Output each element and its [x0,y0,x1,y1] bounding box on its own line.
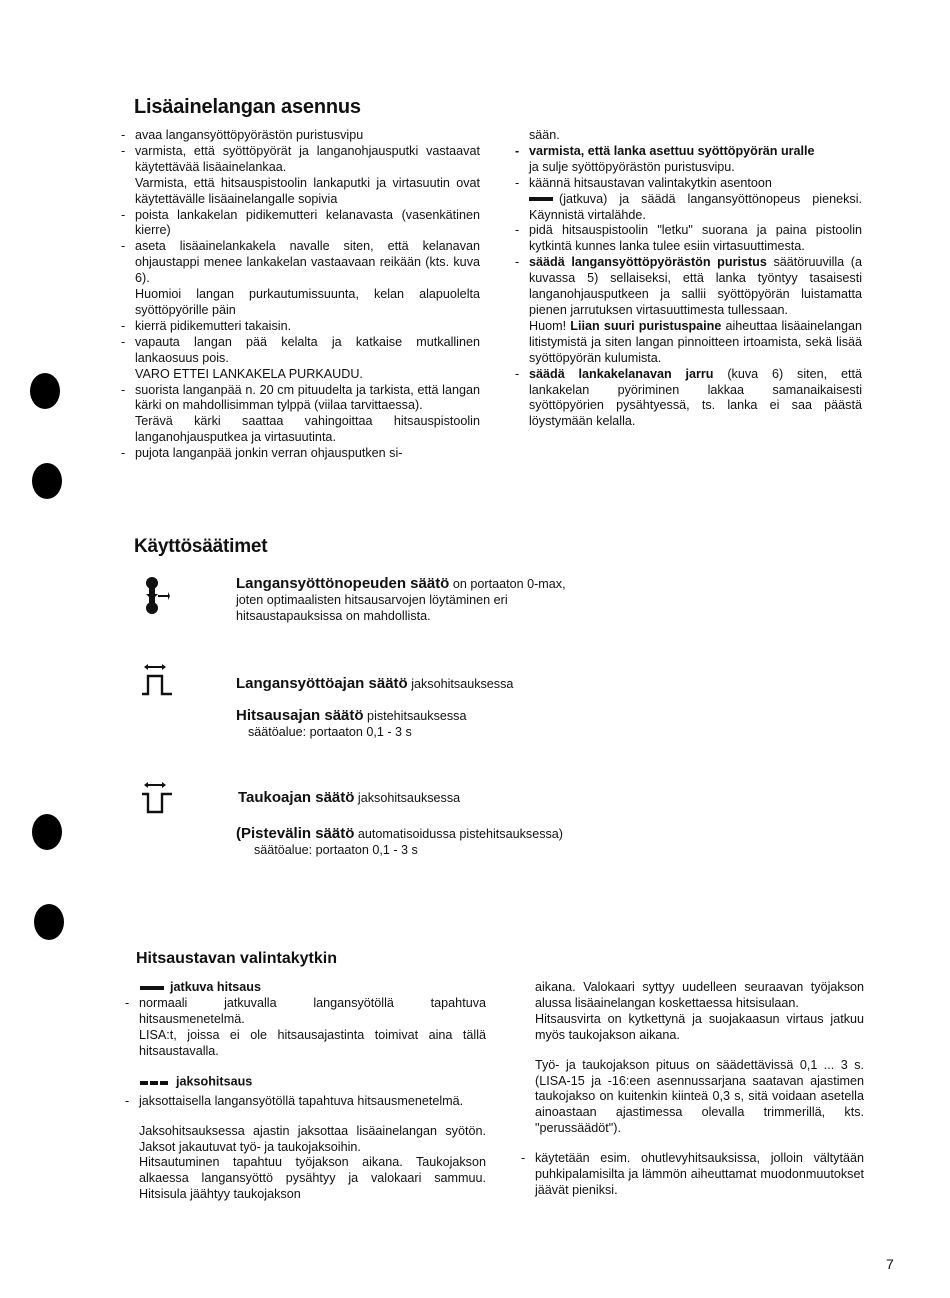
emphasis: säädä lankakelanavan jarru [529,366,714,381]
list-item: - pidä hitsauspistoolin "letku" suorana ja paina pistoolin kytkintä kunnes lanka tulee esiin virtasuuttimesta. [512,223,862,255]
list-item: - varmista, että lanka asettuu syöttöpyörän uralle [512,144,862,160]
mode-continuous-label [122,980,486,996]
list-item-continuation: LISA:t, joissa ei ole hitsausajastinta toimivat aina tällä hitsaustavalla. [139,1027,486,1058]
list-item-continuation: Varmista, että hitsauspistoolin lankaputki ja virtasuutin ovat käytettävälle lisäainelangalle sopivia [135,175,480,206]
list-item: - normaali jatkuvalla langansyötöllä tapahtuva hitsausmenetelmä. [122,996,486,1028]
pulse-mode-symbol [140,1074,170,1090]
emphasis: säädä langansyöttöpyörästön puristus [529,255,767,270]
control-suffix: automatisoidussa pistehitsauksessa) [354,827,563,841]
text: Huom! [529,318,571,333]
list-item: - vapauta langan pää kelalta ja katkaise mutkallinen lankaosuus pois. [118,335,480,367]
installation-right-column [512,128,862,430]
paragraph: aikana. Valokaari syttyy uudelleen seuraavan työjakson alussa lisäainelangan koskettaessa hitsisulaan. [535,980,864,1010]
text: säätöruuvilla (a kuvassa 5) sellaiseksi, että lanka työntyy tasaisesti langanohjausputkeen ja sallii syöttöpyörän luistamatta pienen jarrutuksen virtasuuttimesta tullessaan. [529,255,862,317]
punch-hole-icon [30,373,60,409]
control-suffix: jaksohitsauksessa [354,791,461,805]
punch-hole-icon [34,904,64,940]
control-pause-time [238,790,638,807]
control-spot-interval [236,826,582,859]
list-item: - pujota langanpää jonkin verran ohjausputken si- [118,446,480,462]
control-title: Langansyöttöajan säätö [236,675,408,692]
mode-label: jatkuva hitsaus [170,980,261,994]
control-weld-time [236,708,636,741]
list-item: - aseta lisäainelankakela navalle siten, että kelanavan ohjaustappi menee lankakelan vastaavaan reikään (kts. kuva 6). [118,239,480,287]
list-item [512,367,862,431]
control-suffix: pistehitsauksessa [363,709,467,723]
feed-time-pulse-icon [140,662,176,696]
punch-hole-icon [32,814,62,850]
list-item: - käännä hitsaustavan valintakytkin asentoon [512,176,862,192]
wire-feed-speed-icon [140,576,170,616]
pause-time-pulse-icon [140,780,176,814]
control-title: (Pistevälin säätö [236,825,355,842]
continuous-mode-symbol [140,986,164,990]
control-suffix: jaksohitsauksessa [407,677,514,691]
mode-right-column [518,980,864,1199]
list-item-continuation: Terävä kärki saattaa vahingoittaa hitsauspistoolin langanohjausputkea ja virtasuutinta. [135,414,480,445]
paragraph: Jaksohitsauksessa ajastin jaksottaa lisäainelangan syötön. Jaksot jakautuvat työ- ja taukojaksoihin. [139,1123,486,1154]
paragraph: Hitsautuminen tapahtuu työjakson aikana. Taukojakson alkaessa langansyöttö pysähtyy ja valokaari sammuu. Hitsisula jäähtyy taukojakson [139,1155,486,1202]
list-item-continuation: Huomioi langan purkautumissuunta, kelan alapuolelta syöttöpyörille päin [135,287,480,317]
mode-label: jaksohitsaus [176,1073,253,1088]
continuous-mode-symbol [529,197,553,201]
list-item: - kierrä pidikemutteri takaisin. [118,319,480,335]
list-item: - käytetään esim. ohutlevyhitsauksissa, jolloin vältytään puhkipalamisilta ja lämmön aiheuttamat muodonmuutokset jäävät pieniksi. [518,1151,864,1199]
paragraph: Hitsausvirta on kytkettynä ja suojakaasun virtaus jatkuu myös taukojakson aikana. [535,1011,864,1042]
list-item: - poista lankakelan pidikemutteri kelanavasta (vasenkätinen kierre) [118,208,480,240]
text: (kuva 6) siten, että lankakelan pyöriminen lakkaa samanaikaisesti syöttöpyörien pysähtyessä, ts. lanka ei saa päästä löystymään kelalla. [529,366,862,429]
control-title: Langansyöttönopeuden säätö [236,575,450,592]
list-item: - avaa langansyöttöpyörästön puristusvipu [118,128,480,144]
list-item-continuation: ja sulje syöttöpyörästön puristusvipu. [529,159,735,174]
control-feed-speed [236,576,596,625]
control-title: Hitsausajan säätö [236,707,364,724]
list-item: - jaksottaisella langansyötöllä tapahtuva hitsausmenetelmä. [122,1094,486,1110]
control-range: säätöalue: portaaton 0,1 - 3 s [254,842,418,857]
list-item [512,255,862,319]
control-range: säätöalue: portaaton 0,1 - 3 s [248,724,412,739]
mode-left-column [122,980,486,1203]
control-feed-time [236,676,636,693]
list-item-continuation: sään. [529,128,560,142]
text: aiheuttaa lisäainelangan litistymistä ja siten langan pinnoitteen irtoamista, sekä lisää syöttöpyörän kulumista. [529,318,863,365]
emphasis: Liian suuri puristuspaine [570,318,722,333]
list-item: - varmista, että syöttöpyörät ja langanohjausputki vastaavat käytettävää lisäainelankaa. [118,144,480,176]
paragraph: Työ- ja taukojakson pituus on säädettävissä 0,1 ... 3 s. (LISA-15 ja -16:een asennussarjana saatavan ajastimen taukojakso on kuitenkin kiinteä 0,3 s, sitä voidaan asetella ainoastaan ajastimessa olevalla trimmerillä, kts. "perussäädöt"). [535,1057,864,1136]
control-suffix: on portaaton 0-max, [449,577,566,591]
section-title-installation: Lisäainelangan asennus [134,96,361,118]
page-number: 7 [886,1256,894,1272]
list-item-continuation [512,192,862,224]
installation-left-column [118,128,480,462]
section-title-controls: Käyttösäätimet [134,536,268,557]
list-item: - suorista langanpää n. 20 cm pituudelta ja tarkista, että langan kärki on mahdollisimman tylppä (viilaa tarvittaessa). [118,383,480,415]
control-title: Taukoajan säätö [238,789,355,806]
mode-pulse-label [122,1074,486,1090]
text: (jatkuva) ja säädä langansyöttönopeus pieneksi. Käynnistä virtalähde. [529,191,862,222]
punch-hole-icon [32,463,62,499]
section-title-mode-switch: Hitsaustavan valintakytkin [136,950,337,967]
warning-text: VARO ETTEI LANKAKELA PURKAUDU. [135,366,363,381]
note [512,319,862,367]
control-description: joten optimaalisten hitsausarvojen löytäminen eri hitsaustapauksissa on mahdollista. [236,592,508,623]
